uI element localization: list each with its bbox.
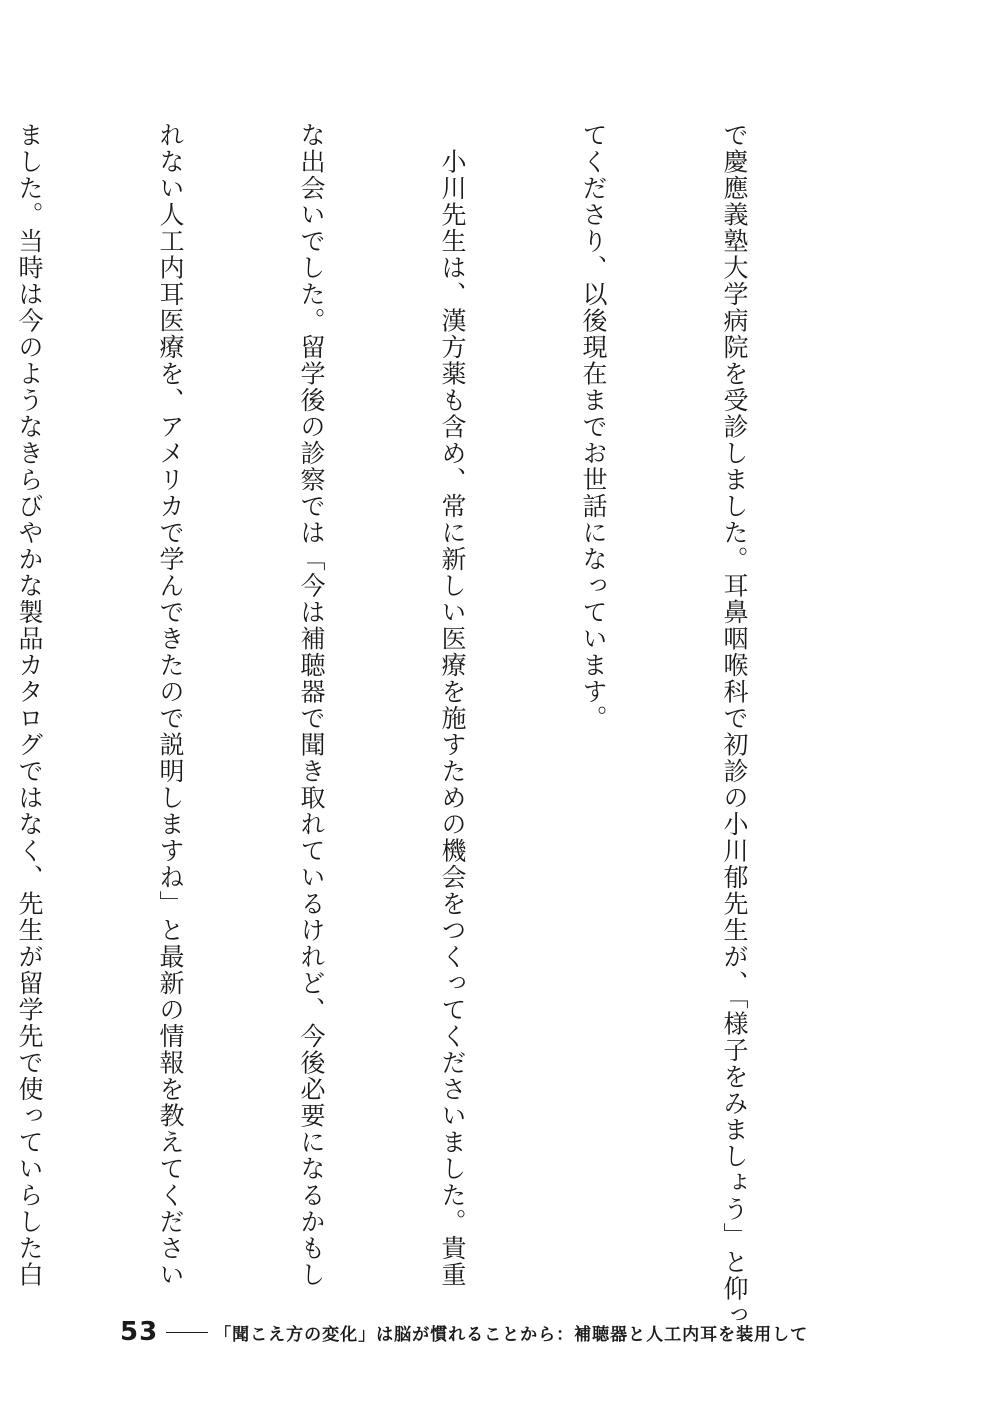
text-line: ました。当時は今のようなきらびやかな製品カタログではなく、先生が留学先で使っていらした白 — [15, 122, 44, 1288]
body-text — [15, 122, 852, 1329]
text-line: 小川先生は、漢方薬も含め、常に新しい医療を施すための機会をつくってくださいました。貴重 — [438, 122, 467, 1288]
running-title: 「聞こえ方の変化」は脳が慣れることから：補聴器と人工内耳を装用して — [214, 1324, 809, 1345]
text-line: れない人工内耳医療を、アメリカで学んできたので説明しますね」と最新の情報を教えてください — [156, 122, 185, 1288]
text-line: てくださり、以後現在までお世話になっています。 — [579, 122, 608, 732]
page-footer — [120, 1312, 808, 1352]
text-line: な出会いでした。留学後の診察では「今は補聴器で聞き取れているけれど、今後必要になるかもし — [297, 122, 326, 1288]
text-line: で慶應義塾大学病院を受診しました。耳鼻咽喉科で初診の小川郁先生が、「様子をみましょう」と仰っ — [720, 122, 749, 1329]
page-number: 53 — [120, 1317, 159, 1347]
footer-divider — [166, 1332, 208, 1333]
